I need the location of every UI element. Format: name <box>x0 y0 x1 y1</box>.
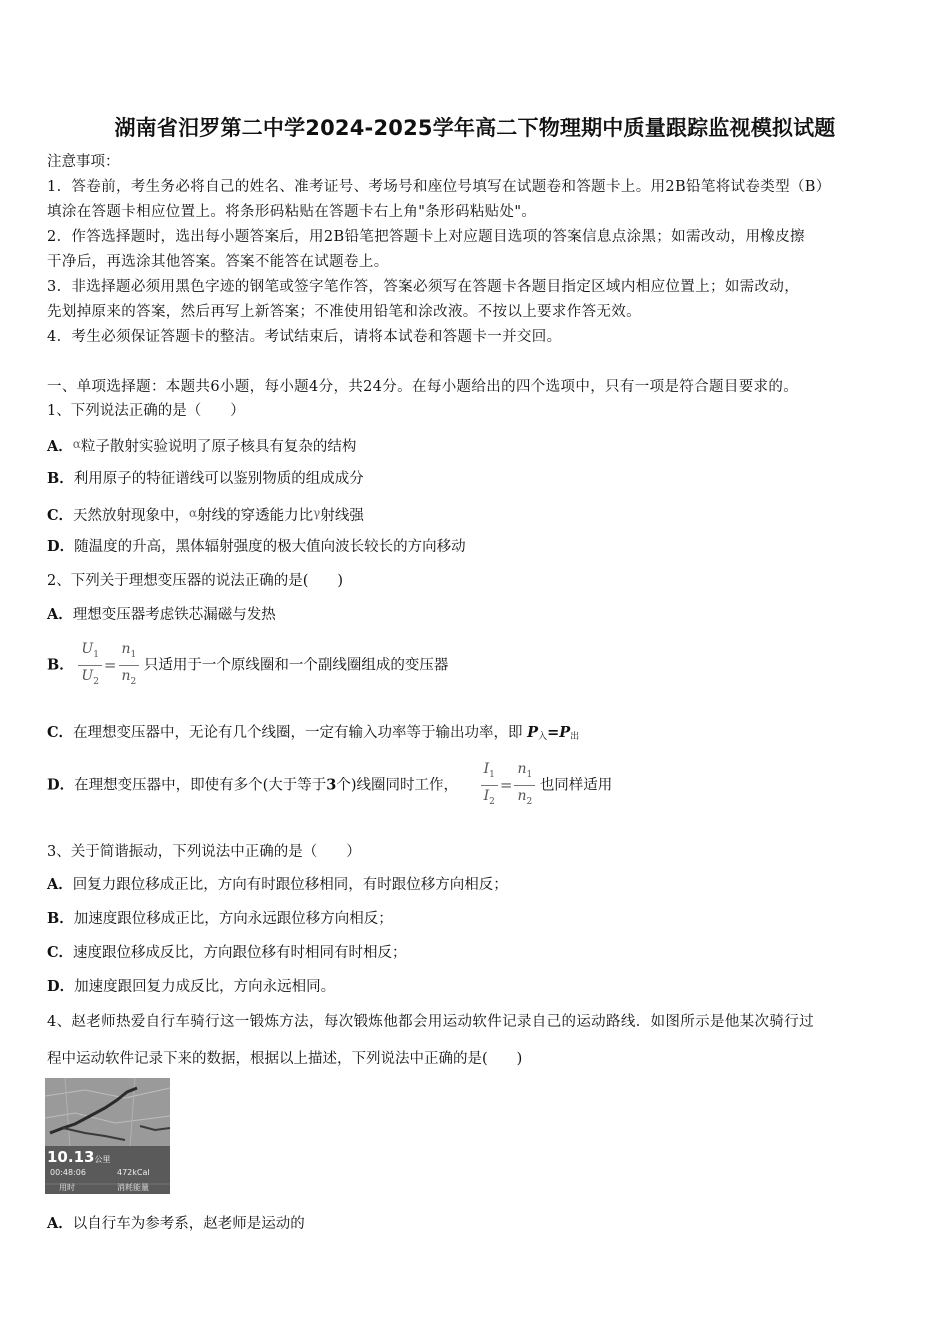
q2-stem: 2、下列关于理想变压器的说法正确的是( ) <box>47 573 344 589</box>
notice-line-5: 3．非选择题必须用黑色字迹的钢笔或签字笔作答，答案必须写在答题卡各题目指定区域内相应位置上；如需改动， <box>47 279 800 295</box>
option-text: 回复力跟位移成正比，方向有时跟位移相同，有时跟位移方向相反； <box>72 877 508 893</box>
q2-option-c <box>47 723 579 747</box>
option-label: B． <box>47 910 74 927</box>
q2-option-b <box>47 640 448 691</box>
option-label: C． <box>47 944 74 961</box>
fraction-numerator: U <box>81 641 94 657</box>
subscript: 1 <box>489 769 495 780</box>
equals-sign: = <box>103 656 117 675</box>
option-label: A． <box>47 606 73 623</box>
option-label: B． <box>47 470 74 487</box>
option-text: 随温度的升高，黑体辐射强度的极大值向波长较长的方向移动 <box>74 539 466 555</box>
fraction-denominator: n <box>517 787 527 804</box>
option-text: 粒子散射实验说明了原子核具有复杂的结构 <box>80 439 357 455</box>
option-text: 加速度跟位移成正比，方向永远跟位移方向相反； <box>73 911 393 927</box>
q1-option-d <box>47 537 466 557</box>
duration-value: 00:48:06 <box>50 1168 86 1177</box>
q3-stem: 3、关于简谐振动，下列说法中正确的是（ ） <box>47 844 361 860</box>
option-text: 速度跟位移成反比，方向跟位移有时相同有时相反； <box>73 945 407 961</box>
notice-line-6: 先划掉原来的答案，然后再写上新答案；不准使用铅笔和涂改液。不按以上要求作答无效。 <box>47 304 641 320</box>
q1-option-b <box>47 469 364 489</box>
option-label: D． <box>47 538 75 555</box>
q2-option-d <box>47 760 612 811</box>
power-out-symbol: P <box>559 724 571 741</box>
energy-value: 472kCal <box>117 1168 150 1177</box>
option-text: 射线强 <box>320 508 364 524</box>
energy-label: 消耗能量 <box>117 1183 149 1192</box>
option-number: 3 <box>326 776 337 794</box>
q3-option-d <box>47 977 335 997</box>
page-title: 湖南省汨罗第二中学2024-2025学年高二下物理期中质量跟踪监视模拟试题 <box>114 116 836 140</box>
subscript: 入 <box>538 732 548 742</box>
fraction-numerator: I <box>483 761 490 777</box>
notice-line-1: 1．答卷前，考生务必将自己的姓名、准考证号、考场号和座位号填写在试题卷和答题卡上。用2B铅笔将试卷类型（B） <box>47 179 831 195</box>
distance-unit: 公里 <box>94 1155 111 1164</box>
q4-stem-line-1: 4、赵老师热爱自行车骑行这一锻炼方法，每次锻炼他都会用运动软件记录自己的运动路线．如图所示是他某次骑行过 <box>47 1014 814 1030</box>
current-ratio-fraction <box>481 760 498 811</box>
equals-sign: = <box>547 724 560 741</box>
option-label: C． <box>47 507 74 524</box>
q4-option-a <box>47 1214 305 1234</box>
notice-heading: 注意事项： <box>47 154 120 170</box>
subscript: 出 <box>570 732 580 742</box>
option-text: 也同样适用 <box>539 777 613 794</box>
section-heading: 一、单项选择题：本题共6小题，每小题4分，共24分。在每小题给出的四个选项中，只有一项是符合题目要求的。 <box>47 379 799 395</box>
duration-label: 用时 <box>59 1183 75 1192</box>
q1-option-c <box>47 503 364 526</box>
subscript: 1 <box>93 649 99 660</box>
subscript: 2 <box>130 676 137 687</box>
gamma-symbol: γ <box>313 506 321 520</box>
option-label: C． <box>47 724 74 741</box>
option-text: 以自行车为参考系，赵老师是运动的 <box>72 1216 305 1232</box>
option-text: 利用原子的特征谱线可以鉴别物质的组成成分 <box>73 471 364 487</box>
notice-line-2: 填涂在答题卡相应位置上。将条形码粘贴在答题卡右上角"条形码粘贴处"。 <box>47 204 537 220</box>
alpha-symbol: α <box>72 437 81 451</box>
subscript: 2 <box>93 676 99 687</box>
power-in-symbol: P <box>527 724 539 741</box>
fraction-numerator: n <box>517 761 527 777</box>
notice-line-4: 干净后，再选涂其他答案。答案不能答在试题卷上。 <box>47 254 389 270</box>
q4-stem-line-2: 程中运动软件记录下来的数据，根据以上描述，下列说法中正确的是( ) <box>47 1051 523 1067</box>
voltage-ratio-fraction <box>78 640 102 691</box>
notice-line-3: 2．作答选择题时，选出每小题答案后，用2B铅笔把答题卡上对应题目选项的答案信息点涂黑；如需改动，用橡皮擦 <box>47 229 805 245</box>
option-label: A． <box>47 438 73 455</box>
option-label: D． <box>47 776 75 794</box>
option-label: A． <box>47 876 73 893</box>
distance-value: 10.13 <box>47 1148 95 1166</box>
q1-stem: 1、下列说法正确的是（ ） <box>47 403 245 419</box>
option-text: 加速度跟回复力成反比，方向永远相同。 <box>74 979 336 995</box>
option-label: D． <box>47 978 75 995</box>
q3-option-b <box>47 909 393 929</box>
option-text: 在理想变压器中，无论有几个线圈，一定有输入功率等于输出功率，即 <box>73 725 523 741</box>
subscript: 1 <box>130 649 137 660</box>
subscript: 1 <box>526 769 533 780</box>
q3-option-c <box>47 943 407 963</box>
turns-ratio-fraction <box>119 640 140 691</box>
equals-sign: = <box>499 776 513 795</box>
subscript: 2 <box>489 796 495 807</box>
option-label: B． <box>47 656 74 674</box>
option-label: A． <box>47 1215 73 1232</box>
distance-readout <box>47 1148 110 1166</box>
fraction-denominator: I <box>483 787 490 804</box>
option-text: 射线的穿透能力比 <box>197 508 314 524</box>
option-text: 理想变压器考虑铁芯漏磁与发热 <box>72 607 276 623</box>
turns-ratio-fraction <box>514 760 535 811</box>
option-text: 个)线圈同时工作， <box>336 777 458 794</box>
alpha-symbol: α <box>189 506 198 520</box>
option-text: 只适用于一个原线圈和一个副线圈组成的变压器 <box>143 657 449 674</box>
subscript: 2 <box>526 796 533 807</box>
option-text: 天然放射现象中， <box>73 508 190 524</box>
notice-line-7: 4．考生必须保证答题卡的整洁。考试结束后，请将本试卷和答题卡一并交回。 <box>47 329 562 345</box>
q2-option-a <box>47 605 276 625</box>
option-text: 在理想变压器中，即使有多个(大于等于 <box>74 777 327 794</box>
fraction-numerator: n <box>121 641 131 657</box>
fraction-denominator: U <box>81 667 94 684</box>
cycling-app-screenshot <box>45 1078 170 1194</box>
q1-option-a <box>47 434 356 457</box>
q3-option-a <box>47 875 508 895</box>
fraction-denominator: n <box>121 667 131 684</box>
